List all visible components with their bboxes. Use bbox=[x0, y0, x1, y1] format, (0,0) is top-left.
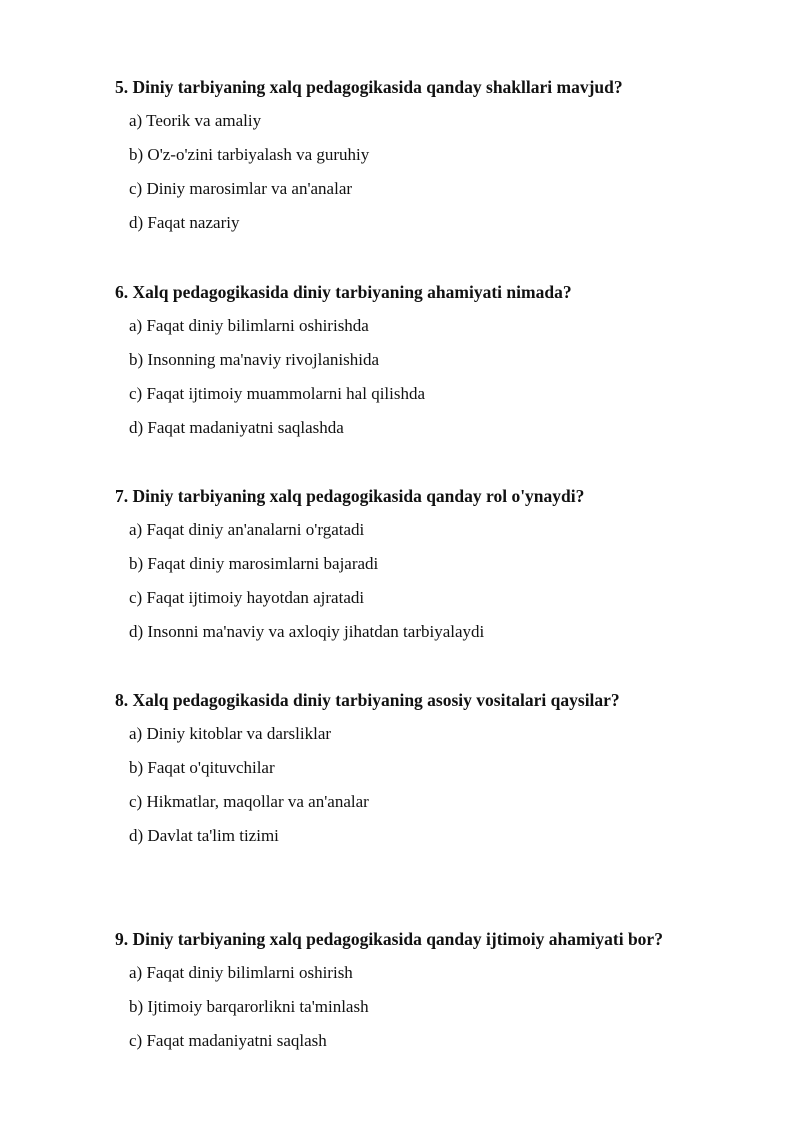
option-c: c) Faqat ijtimoiy muammolarni hal qilishda bbox=[129, 384, 426, 403]
option-d: d) Davlat ta'lim tizimi bbox=[129, 826, 279, 845]
option-c: c) Faqat madaniyatni saqlash bbox=[129, 1031, 327, 1050]
question-title: 7. Diniy tarbiyaning xalq pedagogikasida qanday rol o'ynaydi? bbox=[115, 486, 585, 506]
option-a: a) Faqat diniy bilimlarni oshirishda bbox=[129, 316, 369, 335]
question-title: 8. Xalq pedagogikasida diniy tarbiyaning asosiy vositalari qaysilar? bbox=[115, 690, 620, 710]
options-list bbox=[115, 520, 755, 642]
question-title: 6. Xalq pedagogikasida diniy tarbiyaning ahamiyati nimada? bbox=[115, 282, 572, 302]
option-c: c) Diniy marosimlar va an'analar bbox=[129, 179, 353, 198]
question-5 bbox=[115, 77, 755, 233]
question-8 bbox=[115, 690, 755, 846]
options-list bbox=[115, 111, 755, 233]
question-title: 9. Diniy tarbiyaning xalq pedagogikasida qanday ijtimoiy ahamiyati bor? bbox=[115, 929, 663, 949]
question-9 bbox=[115, 929, 755, 1051]
option-a: a) Diniy kitoblar va darsliklar bbox=[129, 724, 332, 743]
option-b: b) Insonning ma'naviy rivojlanishida bbox=[129, 350, 379, 369]
question-7 bbox=[115, 486, 755, 642]
option-a: a) Faqat diniy an'analarni o'rgatadi bbox=[129, 520, 365, 539]
option-c: c) Faqat ijtimoiy hayotdan ajratadi bbox=[129, 588, 365, 607]
options-list bbox=[115, 724, 755, 846]
options-list bbox=[115, 963, 755, 1051]
options-list bbox=[115, 316, 755, 438]
option-b: b) Faqat o'qituvchilar bbox=[129, 758, 275, 777]
option-b: b) O'z-o'zini tarbiyalash va guruhiy bbox=[129, 145, 370, 164]
option-b: b) Ijtimoiy barqarorlikni ta'minlash bbox=[129, 997, 369, 1016]
question-6 bbox=[115, 282, 755, 438]
option-d: d) Insonni ma'naviy va axloqiy jihatdan tarbiyalaydi bbox=[129, 622, 485, 641]
option-b: b) Faqat diniy marosimlarni bajaradi bbox=[129, 554, 379, 573]
option-a: a) Faqat diniy bilimlarni oshirish bbox=[129, 963, 353, 982]
option-d: d) Faqat madaniyatni saqlashda bbox=[129, 418, 344, 437]
option-a: a) Teorik va amaliy bbox=[129, 111, 262, 130]
option-d: d) Faqat nazariy bbox=[129, 213, 240, 232]
option-c: c) Hikmatlar, maqollar va an'analar bbox=[129, 792, 369, 811]
question-title: 5. Diniy tarbiyaning xalq pedagogikasida qanday shakllari mavjud? bbox=[115, 77, 623, 97]
